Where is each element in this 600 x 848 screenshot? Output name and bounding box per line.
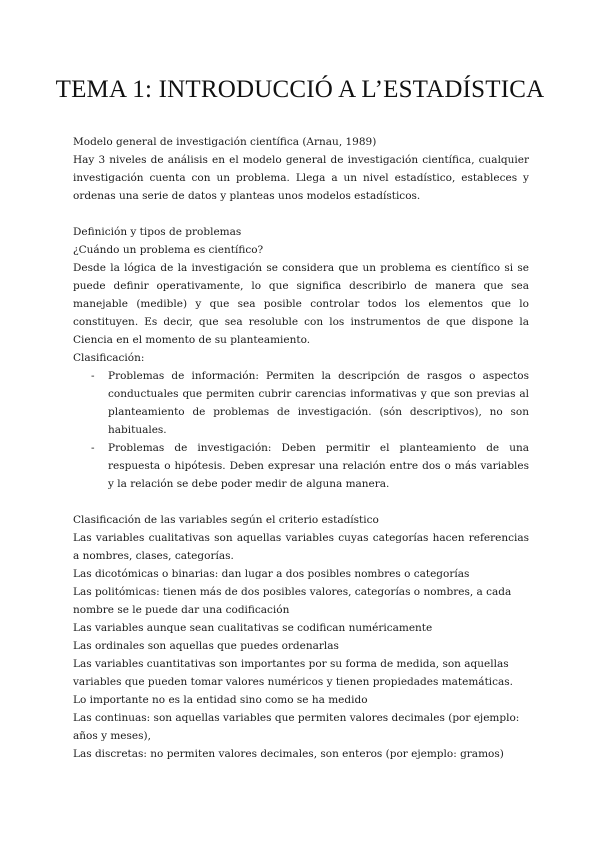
paragraph-modelo: Hay 3 niveles de análisis en el modelo general de investigación científica, cualquier investigación cuenta con un problema. Llega a un nivel estadístico, estableces y ordenas una serie de datos y planteas unos modelos estadísticos. [73, 154, 529, 202]
clasificacion-label: Clasificación: [73, 352, 145, 364]
paragraph-spacer [73, 205, 529, 223]
question-line: ¿Cuándo un problema es científico? [73, 244, 264, 256]
problem-types-list [73, 367, 529, 493]
section-heading-modelo: Modelo general de investigación científica (Arnau, 1989) [73, 136, 377, 148]
section-heading-variables: Clasificación de las variables según el criterio estadístico [73, 514, 379, 526]
paragraph-definicion: Desde la lógica de la investigación se considera que un problema es científico si se puede definir operativamente, lo que significa describirlo de manera que sea manejable (medible) y que sea posible controlar todos los elementos que lo constituyen. Es decir, que sea resoluble con los instrumentos de que dispone la Ciencia en el momento de su planteamiento. [73, 262, 529, 346]
text-line: Lo importante no es la entidad sino como se ha medido [73, 694, 368, 706]
document-body [73, 133, 529, 763]
text-line: Las variables cualitativas son aquellas variables cuyas categorías hacen referencias a nombres, clases, categorías. [73, 532, 529, 562]
section-heading-definicion: Definición y tipos de problemas [73, 226, 242, 238]
list-item: - Problemas de investigación: Deben permitir el planteamiento de una respuesta o hipótesis. Deben expresar una relación entre dos o más variables y la relación se debe poder medir de alguna manera. [73, 439, 529, 493]
page-title: TEMA 1: INTRODUCCIÓ A L’ESTADÍSTICA [55, 76, 545, 103]
text-line: Las variables cuantitativas son importantes por su forma de medida, son aquellas variables que pueden tomar valores numéricos y tienen propiedades matemáticas. [73, 658, 514, 688]
paragraph-spacer [73, 493, 529, 511]
text-line: Las continuas: son aquellas variables que permiten valores decimales (por ejemplo: años y meses), [73, 712, 520, 742]
text-line: Las ordinales son aquellas que puedes ordenarlas [73, 640, 339, 652]
text-line: Las variables aunque sean cualitativas se codifican numéricamente [73, 622, 433, 634]
text-line: Las dicotómicas o binarias: dan lugar a dos posibles nombres o categorías [73, 568, 470, 580]
text-line: Las politómicas: tienen más de dos posibles valores, categorías o nombres, a cada nombre se le puede dar una codificación [73, 586, 512, 616]
text-line: Las discretas: no permiten valores decimales, son enteros (por ejemplo: gramos) [73, 748, 504, 760]
list-item: - Problemas de información: Permiten la descripción de rasgos o aspectos conductuales que permiten cubrir carencias informativas y que son previas al planteamiento de problemas de investigación. (són descriptivos), no son habituales. [73, 367, 529, 439]
